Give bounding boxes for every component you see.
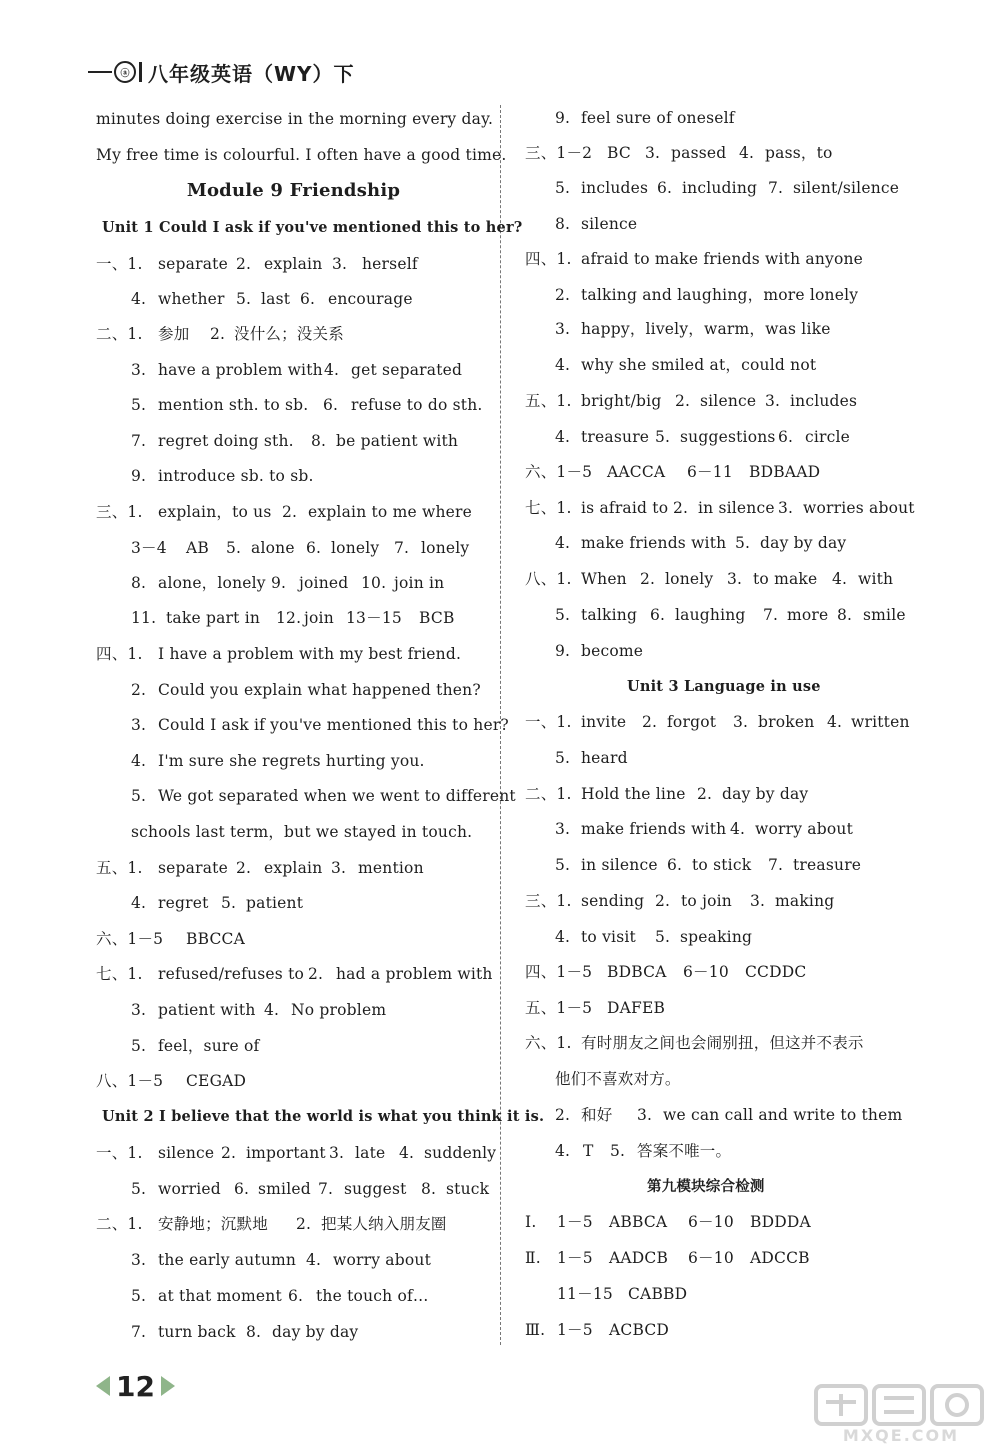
answer-number: 11. [131, 609, 157, 627]
answer-text: talking [581, 606, 638, 624]
answer-text: lonely [421, 539, 470, 557]
answer-text: worried [158, 1180, 221, 1198]
page-header [88, 58, 355, 86]
answer-number: 9. [555, 109, 571, 127]
answer-text: 和好 [581, 1106, 613, 1124]
answer-text: refuse to do sth. [351, 396, 483, 414]
answer-text: 6－10 [683, 963, 729, 981]
answer-number: 2. [555, 286, 571, 304]
answer-text: I'm sure she regrets hurting you. [158, 752, 425, 770]
answer-number: 二、1. [96, 325, 143, 343]
answer-text: AACCA [607, 463, 666, 481]
answer-text: 7. [394, 539, 410, 557]
answer-text: 8. [311, 432, 327, 450]
answer-text: have a problem with [158, 361, 323, 379]
answer-number: 3. [131, 716, 147, 734]
answer-text: 有时朋友之间也会闹别扭，但这并不表示 [581, 1034, 864, 1052]
answer-text: 6. [306, 539, 322, 557]
answer-text: including [682, 179, 758, 197]
answer-text: circle [805, 428, 851, 446]
answer-number: 3. [131, 1251, 147, 1269]
answer-text: 9. [271, 574, 287, 592]
answer-text: We got separated when we went to different [158, 787, 516, 805]
answer-text: heard [581, 749, 628, 767]
series-logo-icon: ⓐ [114, 61, 136, 83]
answer-text: we can call and write to them [663, 1106, 903, 1124]
answer-text: 1－5 [557, 1321, 593, 1339]
answer-text: day by day [760, 534, 847, 552]
answer-text: regret [158, 894, 209, 912]
answer-number: 三、1. [96, 503, 143, 521]
watermark-stamp-icon [812, 1382, 990, 1430]
answer-number: 8. [555, 215, 571, 233]
answer-number: 5. [131, 396, 147, 414]
answer-number: 五、1－5 [525, 999, 593, 1017]
answer-number: 三、1. [525, 892, 572, 910]
answer-number: 3. [131, 1001, 147, 1019]
answer-text: make friends with [581, 534, 727, 552]
answer-text: 1－5 [557, 1249, 593, 1267]
answer-number: 二、1. [525, 785, 572, 803]
answer-text: 6. [288, 1287, 304, 1305]
answer-text: suddenly [424, 1144, 497, 1162]
answer-number: 五、1. [525, 392, 572, 410]
answer-text: BBCCA [186, 930, 245, 948]
answer-number: 四、1. [96, 645, 143, 663]
answer-text: 13－15 [346, 609, 402, 627]
answer-number: 4. [131, 752, 147, 770]
header-bar [139, 62, 142, 82]
answer-number: schools last term，but we stayed in touch. [131, 823, 473, 841]
answer-number: 3. [131, 361, 147, 379]
answer-number: 5. [131, 1037, 147, 1055]
answer-number: Ⅰ. [525, 1213, 537, 1231]
answer-text: 参加 [158, 325, 190, 343]
answer-text: 5. [655, 928, 671, 946]
watermark-text: MXQE.COM [842, 1426, 960, 1445]
answer-text: explain [264, 859, 323, 877]
answer-text: 2. [210, 325, 226, 343]
answer-number: 9. [131, 467, 147, 485]
answer-text: 3. [733, 713, 749, 731]
next-arrow-icon [161, 1376, 175, 1396]
answer-text: ADCCB [750, 1249, 810, 1267]
answer-number: 5. [555, 606, 571, 624]
answer-text: 3. [331, 859, 347, 877]
answer-text: AADCB [609, 1249, 669, 1267]
answer-text: to make [753, 570, 818, 588]
answer-number: 9. [555, 642, 571, 660]
answer-text: Hold the line [581, 785, 686, 803]
unit-title: Unit 1 Could I ask if you've mentioned this to her? [102, 219, 523, 236]
answer-text: day by day [722, 785, 809, 803]
answer-text: to visit [581, 928, 636, 946]
answer-text: 7. [768, 856, 784, 874]
answer-text: 2. [697, 785, 713, 803]
answer-text: regret doing sth. [158, 432, 294, 450]
answer-text: bright/big [581, 392, 662, 410]
answer-text: 2. [640, 570, 656, 588]
answer-text: smiled [258, 1180, 311, 1198]
answer-text: get separated [351, 361, 463, 379]
answer-text: why she smiled at，could not [581, 356, 817, 374]
answer-text: be patient with [336, 432, 459, 450]
answer-number: 5. [131, 787, 147, 805]
answer-text: CABBD [628, 1285, 688, 1303]
unit-title: Unit 2 I believe that the world is what you think it is. [102, 1108, 545, 1125]
answer-text: separate [158, 255, 228, 273]
answer-text: laughing [675, 606, 746, 624]
answer-text: worry about [755, 820, 854, 838]
book-title: 八年级英语（WY）下 [148, 61, 355, 86]
answer-text: ACBCD [609, 1321, 670, 1339]
answer-text: explain to me where [308, 503, 472, 521]
answer-text: includes [581, 179, 649, 197]
answer-number: 他们不喜欢对方。 [555, 1070, 681, 1088]
answer-text: 2. [236, 859, 252, 877]
answer-number: Ⅱ. [525, 1249, 541, 1267]
answer-number: 5. [131, 1180, 147, 1198]
answer-text: 4. [739, 144, 755, 162]
answer-number: 5. [131, 1287, 147, 1305]
answer-text: with [858, 570, 894, 588]
answer-text: No problem [291, 1001, 387, 1019]
answer-text: late [355, 1144, 386, 1162]
answer-text: in silence [581, 856, 658, 874]
answer-text: 6. [650, 606, 666, 624]
answer-text: 2. [296, 1215, 312, 1233]
answer-text: 4. [306, 1251, 322, 1269]
answer-text: feel，sure of [158, 1037, 260, 1055]
answer-text: BDDDA [750, 1213, 811, 1231]
answer-text: 安静地；沉默地 [158, 1215, 268, 1233]
answer-text: the early autumn [158, 1251, 297, 1269]
answer-text: 3. [778, 499, 794, 517]
answer-text: afraid to make friends with anyone [581, 250, 864, 268]
answer-text: join in [394, 574, 445, 592]
answer-number: 八、1－5 [96, 1072, 164, 1090]
answer-text: 2. [675, 392, 691, 410]
answer-text: 7. [768, 179, 784, 197]
answer-text: 2. [221, 1144, 237, 1162]
answer-text: feel sure of oneself [581, 109, 735, 127]
answer-text: 2. [282, 503, 298, 521]
answer-text: silence [158, 1144, 215, 1162]
answer-text: 10. [361, 574, 387, 592]
answer-text: whether [158, 290, 225, 308]
answer-text: silent/silence [793, 179, 900, 197]
answer-number: 六、1－5 [525, 463, 593, 481]
answer-text: join [304, 609, 334, 627]
answer-text: 4. [827, 713, 843, 731]
answer-text: 5. [236, 290, 252, 308]
answer-text: 3. [765, 392, 781, 410]
answer-text: patient with [158, 1001, 256, 1019]
answer-number: 4. [555, 1142, 571, 1160]
answer-text: Could you explain what happened then? [158, 681, 481, 699]
answer-text: ABBCA [609, 1213, 668, 1231]
answer-text: 3. [332, 255, 348, 273]
answer-text: I have a problem with my best friend. [158, 645, 462, 663]
answer-number: 3. [555, 320, 571, 338]
answer-text: 3. [637, 1106, 653, 1124]
answer-number: 3. [555, 820, 571, 838]
answer-text: 3. [727, 570, 743, 588]
answer-text: BDBCA [607, 963, 667, 981]
answer-number: 一、1. [96, 1144, 143, 1162]
answer-text: 5. [226, 539, 242, 557]
answer-number: 2. [131, 681, 147, 699]
answer-number: 三、1－2 [525, 144, 593, 162]
answer-text: alone [251, 539, 295, 557]
answer-text: talking and laughing，more lonely [581, 286, 859, 304]
answer-text: forgot [667, 713, 717, 731]
answer-number: 二、1. [96, 1215, 143, 1233]
answer-text: mention [358, 859, 424, 877]
answer-text: worries about [803, 499, 915, 517]
answer-text: 6. [234, 1180, 250, 1198]
answer-text: herself [362, 255, 418, 273]
answer-text: 6. [778, 428, 794, 446]
answer-text: separate [158, 859, 228, 877]
answer-number: 七、1. [96, 965, 143, 983]
answer-text: explain [264, 255, 323, 273]
answer-text: making [775, 892, 835, 910]
answer-number: 一、1. [525, 713, 572, 731]
answer-number: 4. [555, 928, 571, 946]
answer-text: includes [790, 392, 858, 410]
answer-text: 把某人纳入朋友圈 [321, 1215, 447, 1233]
answer-text: 7. [763, 606, 779, 624]
answer-text: AB [186, 539, 209, 557]
answer-text: 8. [246, 1323, 262, 1341]
answer-text: 5. [655, 428, 671, 446]
answer-text: worry about [333, 1251, 432, 1269]
answer-number: 五、1. [96, 859, 143, 877]
answer-number: 3－4 [131, 539, 167, 557]
answer-text: sending [581, 892, 645, 910]
answer-text: encourage [328, 290, 413, 308]
module-title: Module 9 Friendship [186, 180, 401, 201]
answer-number: 8. [131, 574, 147, 592]
answer-text: lonely [665, 570, 714, 588]
answer-text: alone，lonely [158, 574, 266, 592]
answer-number: 2. [555, 1106, 571, 1124]
answer-text: suggestions [680, 428, 776, 446]
answer-text: written [851, 713, 910, 731]
answer-text: stuck [446, 1180, 490, 1198]
answer-number: 七、1. [525, 499, 572, 517]
answer-text: 1－5 [557, 1213, 593, 1231]
answer-text: 12. [276, 609, 302, 627]
answer-text: 没什么；没关系 [234, 325, 344, 343]
answer-text: 2. [673, 499, 689, 517]
answer-text: 5. [221, 894, 237, 912]
answer-number: 7. [131, 432, 147, 450]
answer-text: speaking [680, 928, 753, 946]
answer-text: 2. [236, 255, 252, 273]
answer-text: 6－10 [688, 1249, 734, 1267]
answer-text: BC [607, 144, 631, 162]
answer-text: 6－10 [688, 1213, 734, 1231]
answer-text: T [583, 1142, 594, 1160]
answer-text: 4. [324, 361, 340, 379]
answer-text: 4. [264, 1001, 280, 1019]
answer-number: 一、1. [96, 255, 143, 273]
prev-arrow-icon [96, 1376, 110, 1396]
page-number: 12 [116, 1369, 155, 1403]
answer-number: 5. [555, 179, 571, 197]
answer-text: lonely [331, 539, 380, 557]
answer-text: at that moment [158, 1287, 282, 1305]
answer-text: silence [700, 392, 757, 410]
answer-text: in silence [698, 499, 775, 517]
answer-text: treasure [793, 856, 862, 874]
answer-number: 4. [555, 534, 571, 552]
answer-text: 5. [735, 534, 751, 552]
answer-text: 3. [329, 1144, 345, 1162]
answer-text: to stick [692, 856, 752, 874]
answer-text: joined [299, 574, 349, 592]
answer-text: treasure [581, 428, 650, 446]
answer-text: smile [863, 606, 906, 624]
answer-text: introduce sb. to sb. [158, 467, 314, 485]
answer-text: silence [581, 215, 638, 233]
answer-text: take part in [166, 609, 261, 627]
answer-number: 5. [555, 856, 571, 874]
answer-text: last [261, 290, 291, 308]
answer-text: mention sth. to sb. [158, 396, 309, 414]
answer-number: 4. [555, 356, 571, 374]
answer-text: pass，to [765, 144, 833, 162]
answer-number: Ⅲ. [525, 1321, 546, 1339]
page-footer [96, 1368, 175, 1404]
answer-text: 4. [832, 570, 848, 588]
answer-number: 六、1－5 [96, 930, 164, 948]
answer-text: DAFEB [607, 999, 666, 1017]
answer-text: BCB [419, 609, 455, 627]
answer-text: the touch of… [316, 1287, 429, 1305]
answer-text: 6. [657, 179, 673, 197]
answer-text: broken [758, 713, 815, 731]
answer-text: 6－11 [687, 463, 733, 481]
answer-text: BDBAAD [749, 463, 821, 481]
answer-number: 5. [555, 749, 571, 767]
answer-text: CEGAD [186, 1072, 247, 1090]
answer-text: is afraid to [581, 499, 669, 517]
answer-text: explain，to us [158, 503, 272, 521]
unit-title: Unit 3 Language in use [627, 678, 821, 695]
answer-text: When [581, 570, 627, 588]
answer-number: My free time is colourful. I often have a good time. [96, 146, 507, 164]
answer-text: CCDDC [745, 963, 807, 981]
header-rule [88, 71, 112, 73]
answer-text: 4. [730, 820, 746, 838]
answer-text: Could I ask if you've mentioned this to her? [158, 716, 509, 734]
answer-text: passed [671, 144, 727, 162]
answer-number: 4. [131, 894, 147, 912]
answer-text: happy，lively，warm，was like [581, 320, 831, 338]
answer-text: refused/refuses to [158, 965, 305, 983]
answer-number: 四、1－5 [525, 963, 593, 981]
answer-text: 5. [610, 1142, 626, 1160]
answer-text: day by day [272, 1323, 359, 1341]
answer-text: 8. [837, 606, 853, 624]
answer-text: 2. [655, 892, 671, 910]
answer-number: 4. [131, 290, 147, 308]
answer-text: 2. [308, 965, 324, 983]
answer-text: 6. [667, 856, 683, 874]
answer-text: 3. [645, 144, 661, 162]
answer-number: 八、1. [525, 570, 572, 588]
answer-text: 6. [300, 290, 316, 308]
answer-text: 答案不唯一。 [637, 1142, 732, 1160]
unit-title: 第九模块综合检测 [647, 1178, 765, 1195]
answer-number: minutes doing exercise in the morning every day. [96, 110, 494, 128]
answer-text: patient [246, 894, 304, 912]
answer-number: 四、1. [525, 250, 572, 268]
watermark-logo [812, 1382, 990, 1450]
answer-text: more [787, 606, 829, 624]
answer-text: 6. [323, 396, 339, 414]
answer-text: to join [681, 892, 732, 910]
answer-text: had a problem with [336, 965, 493, 983]
answer-text: important [246, 1144, 326, 1162]
answer-number: 7. [131, 1323, 147, 1341]
answer-text: make friends with [581, 820, 727, 838]
answer-text: 7. [318, 1180, 334, 1198]
answer-text: turn back [158, 1323, 236, 1341]
answer-text: 3. [750, 892, 766, 910]
answer-text: suggest [344, 1180, 407, 1198]
answer-text: invite [581, 713, 627, 731]
answer-number: 六、1. [525, 1034, 572, 1052]
answer-number: 4. [555, 428, 571, 446]
answer-text: become [581, 642, 644, 660]
answer-number: 11－15 [557, 1285, 613, 1303]
answer-text: 8. [421, 1180, 437, 1198]
answer-text: 4. [399, 1144, 415, 1162]
answer-text: 2. [642, 713, 658, 731]
